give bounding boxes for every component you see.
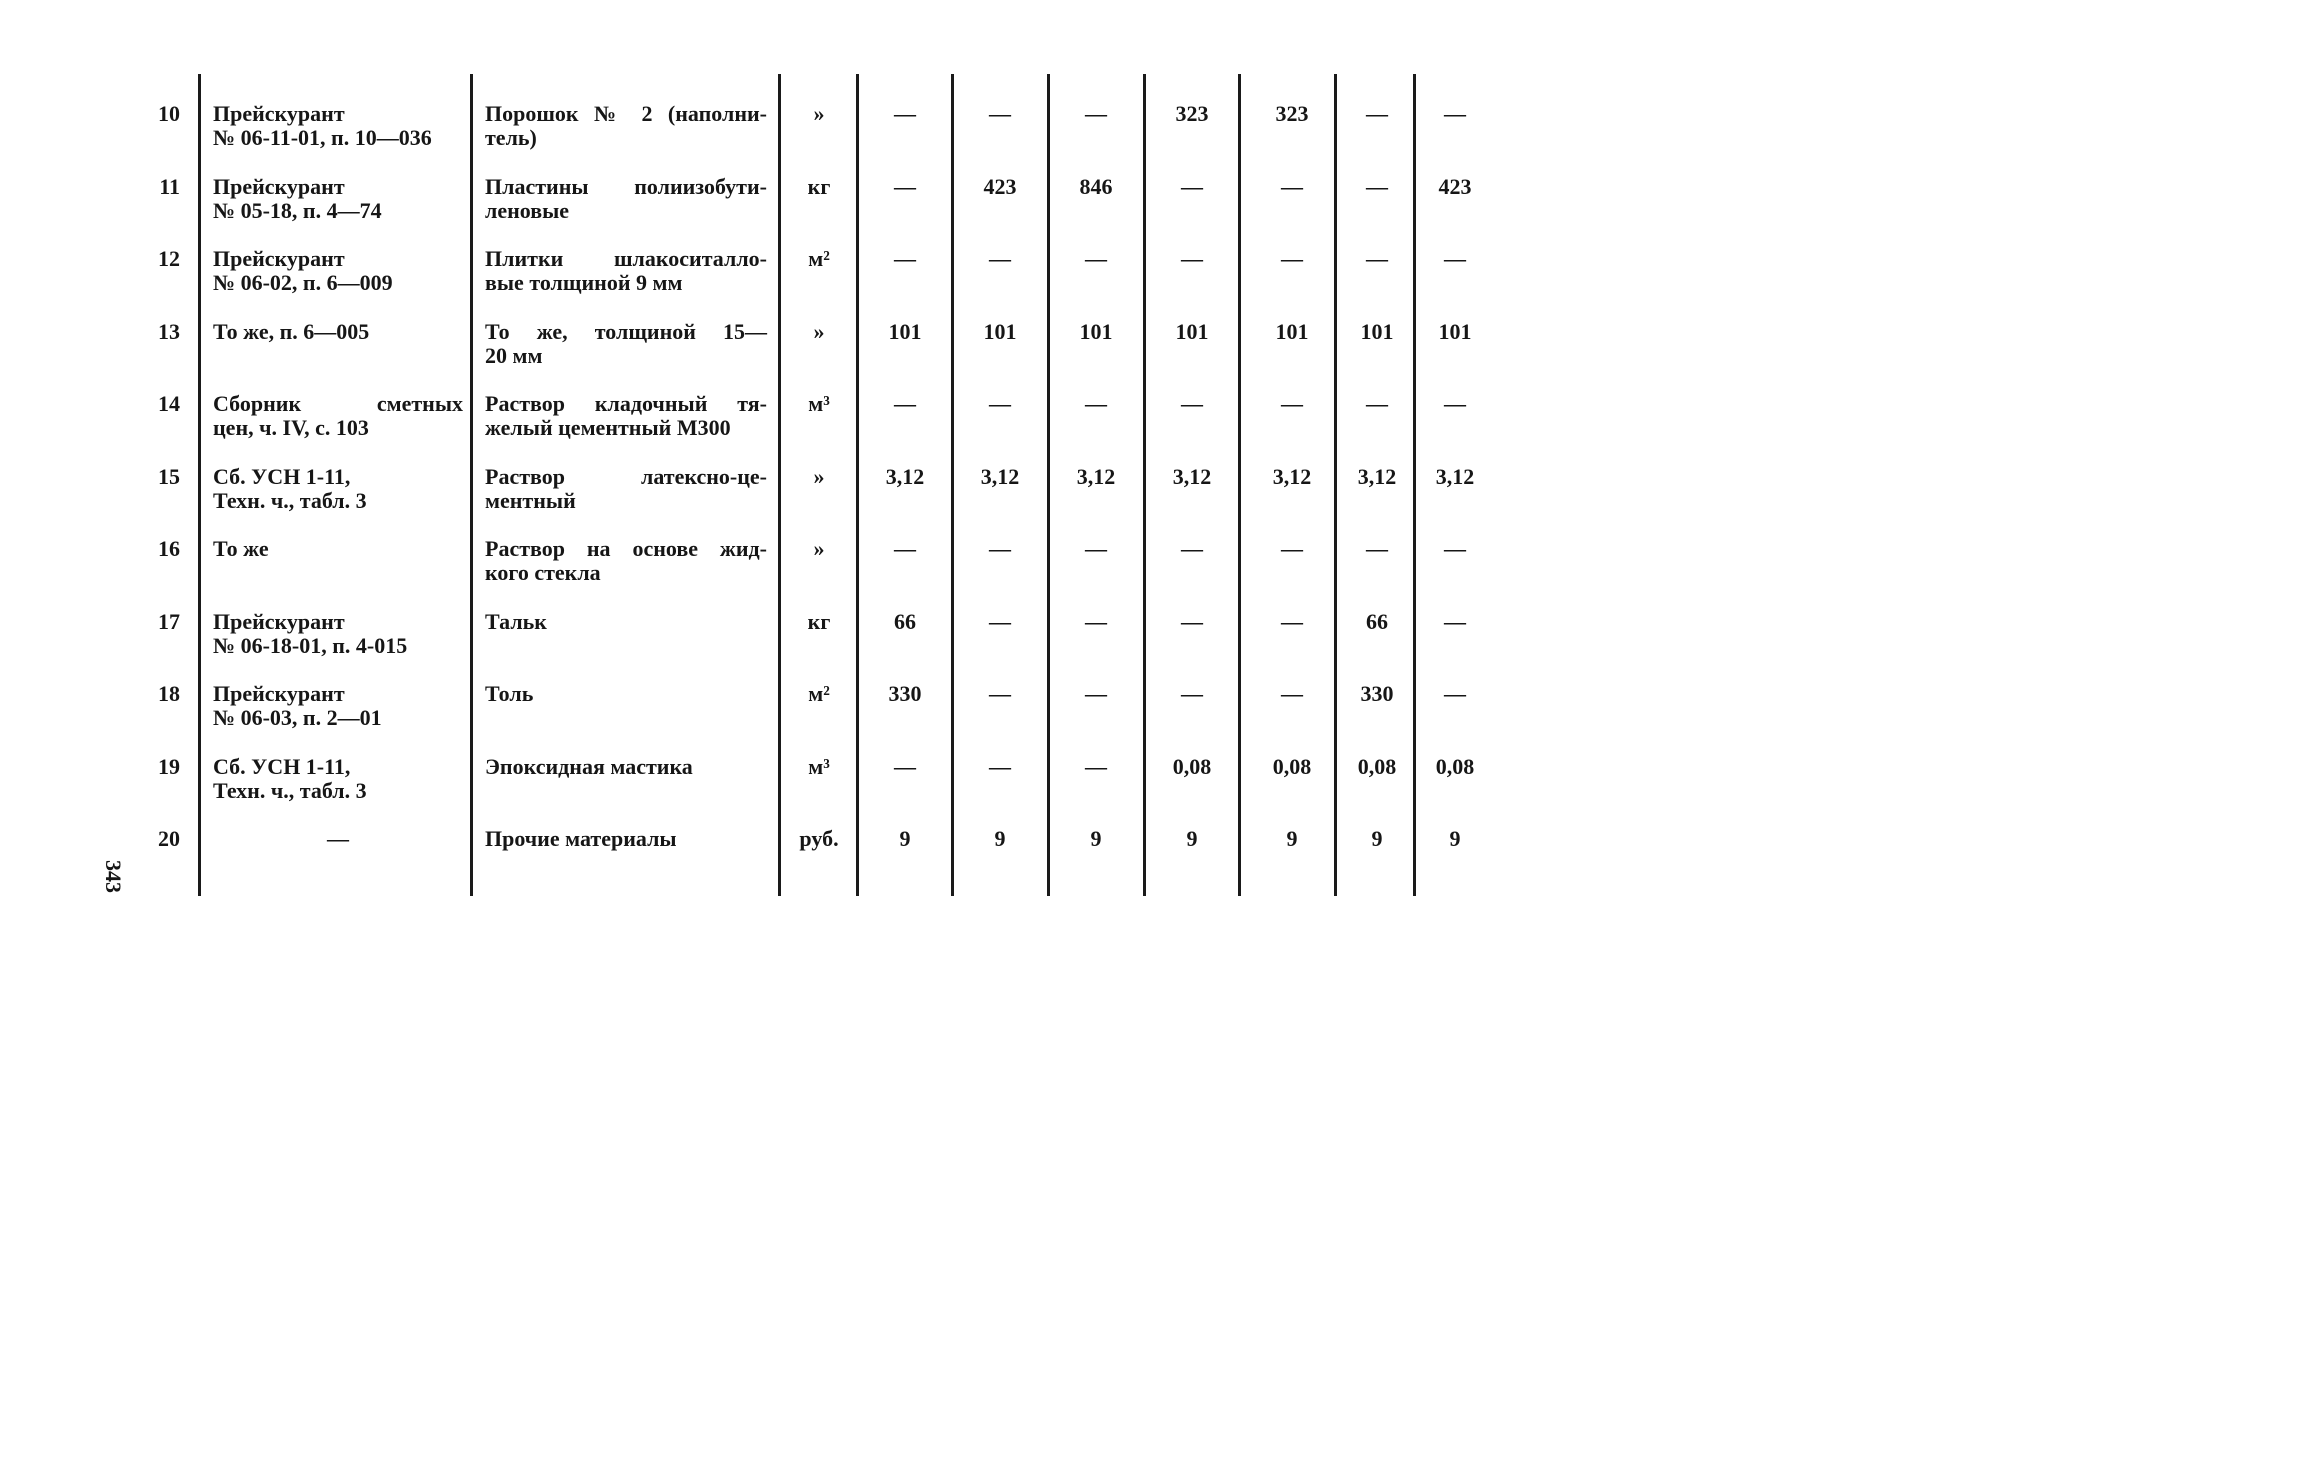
source-line: Прейскурант [213, 608, 345, 634]
value-cell: — [1444, 608, 1466, 634]
source-line: — [327, 826, 349, 851]
value-cell: — [1366, 173, 1388, 199]
value-cell: 3,12 [885, 463, 925, 489]
material-name-line: Плитки шлакоситалло- [485, 246, 767, 271]
material-name-line: леновые [485, 197, 570, 223]
source-line: № 06-11-01, п. 10—036 [213, 125, 432, 150]
table-row [0, 610, 1546, 682]
value-cell: 3,12 [1357, 463, 1397, 489]
material-name-line: ментный [485, 487, 576, 513]
unit-of-measure: м² [808, 246, 830, 271]
value-cell: — [894, 753, 916, 779]
row-number: 11 [159, 173, 180, 199]
material-name-line: Эпоксидная мастика [485, 753, 693, 779]
material-name-line: тель) [485, 125, 537, 150]
value-cell: — [1444, 391, 1466, 416]
value-cell: — [1085, 246, 1107, 271]
value-cell: 0,08 [1172, 753, 1212, 779]
page-number: 343 [101, 860, 126, 893]
material-name-line: Раствор латексно-це- [485, 463, 767, 489]
value-cell: 323 [1175, 101, 1209, 126]
value-cell: 9 [1186, 826, 1198, 851]
value-cell: — [1181, 681, 1203, 706]
value-cell: — [989, 681, 1011, 706]
table-row [0, 465, 1546, 537]
material-name-line: 20 мм [485, 342, 543, 368]
material-name [485, 537, 767, 585]
material-name-line: То же, толщиной 15— [485, 318, 767, 344]
material-name [485, 465, 767, 513]
material-name [485, 320, 767, 368]
unit-of-measure: м³ [808, 753, 830, 779]
value-cell: — [1085, 391, 1107, 416]
material-name-line: вые толщиной 9 мм [485, 270, 683, 295]
document-page [0, 0, 1546, 1002]
value-cell: — [1366, 391, 1388, 416]
value-cell: — [1181, 608, 1203, 634]
value-cell: 323 [1275, 101, 1309, 126]
source-line: Техн. ч., табл. 3 [213, 777, 367, 803]
material-name-line: Раствор кладочный тя- [485, 391, 767, 416]
value-cell: 0,08 [1272, 753, 1312, 779]
value-cell: — [1181, 246, 1203, 271]
value-cell: 330 [888, 681, 922, 706]
value-cell: 846 [1079, 173, 1113, 199]
unit-of-measure: кг [807, 173, 831, 199]
source-line: То же [213, 536, 269, 561]
source-line: Прейскурант [213, 173, 345, 199]
source-reference [213, 755, 463, 803]
value-cell: — [894, 173, 916, 199]
source-reference [213, 175, 463, 223]
source-line: цен, ч. IV, с. 103 [213, 415, 369, 440]
value-cell: — [1181, 536, 1203, 561]
value-cell: 3,12 [980, 463, 1020, 489]
table-row [0, 392, 1546, 464]
value-cell: — [989, 246, 1011, 271]
table-row [0, 102, 1546, 174]
value-cell: — [1366, 536, 1388, 561]
table-row [0, 827, 1546, 899]
material-name-line: Раствор на основе жид- [485, 536, 767, 561]
value-cell: — [894, 101, 916, 126]
unit-of-measure: м² [808, 681, 830, 706]
value-cell: 3,12 [1435, 463, 1475, 489]
value-cell: — [894, 536, 916, 561]
value-cell: — [1281, 608, 1303, 634]
value-cell: — [894, 391, 916, 416]
source-reference [213, 827, 458, 851]
value-cell: 101 [1275, 318, 1309, 344]
unit-of-measure: » [813, 536, 825, 561]
source-reference [213, 247, 463, 295]
value-cell: — [989, 753, 1011, 779]
material-name-line: кого стекла [485, 560, 601, 585]
value-cell: 66 [894, 608, 916, 634]
material-name-line: Порошок № 2 (наполни- [485, 101, 767, 126]
value-cell: — [1085, 681, 1107, 706]
material-name-line: Толь [485, 681, 534, 706]
value-cell: — [1281, 246, 1303, 271]
source-line: То же, п. 6—005 [213, 318, 370, 344]
material-name [485, 827, 767, 851]
value-cell: 330 [1360, 681, 1394, 706]
value-cell: — [989, 608, 1011, 634]
value-cell: — [1366, 101, 1388, 126]
value-cell: — [1281, 536, 1303, 561]
row-number: 18 [158, 681, 180, 706]
table-row [0, 320, 1546, 392]
value-cell: — [1181, 173, 1203, 199]
material-name [485, 392, 767, 440]
source-line: № 06-03, п. 2—01 [213, 705, 382, 730]
material-name [485, 247, 767, 295]
value-cell: 101 [983, 318, 1017, 344]
row-number: 20 [158, 826, 180, 851]
unit-of-measure: м³ [808, 391, 830, 416]
value-cell: — [1085, 753, 1107, 779]
table-row [0, 175, 1546, 247]
source-line: № 05-18, п. 4—74 [213, 197, 382, 223]
row-number: 12 [158, 246, 180, 271]
source-reference [213, 320, 463, 344]
unit-of-measure: » [813, 318, 825, 344]
table-row [0, 247, 1546, 319]
value-cell: 3,12 [1076, 463, 1116, 489]
material-name [485, 755, 767, 779]
value-cell: 101 [1360, 318, 1394, 344]
value-cell: — [1085, 536, 1107, 561]
source-reference [213, 392, 463, 440]
value-cell: 9 [899, 826, 911, 851]
value-cell: 101 [1079, 318, 1113, 344]
value-cell: 0,08 [1357, 753, 1397, 779]
value-cell: 423 [983, 173, 1017, 199]
row-number: 15 [158, 463, 180, 489]
value-cell: 101 [888, 318, 922, 344]
source-line: Сб. УСН 1-11, [213, 463, 351, 489]
value-cell: 9 [1090, 826, 1102, 851]
value-cell: 3,12 [1172, 463, 1212, 489]
value-cell: 9 [1449, 826, 1461, 851]
row-number: 14 [158, 391, 180, 416]
row-number: 13 [158, 318, 180, 344]
source-reference [213, 537, 463, 561]
material-name [485, 610, 767, 634]
value-cell: — [1444, 246, 1466, 271]
value-cell: 423 [1438, 173, 1472, 199]
source-line: Прейскурант [213, 246, 345, 271]
value-cell: — [1444, 681, 1466, 706]
value-cell: 66 [1366, 608, 1388, 634]
material-name [485, 175, 767, 223]
material-name [485, 102, 767, 150]
source-reference [213, 102, 463, 150]
value-cell: 0,08 [1435, 753, 1475, 779]
value-cell: — [1281, 173, 1303, 199]
unit-of-measure: кг [807, 608, 831, 634]
table-row [0, 537, 1546, 609]
material-name-line: Пластины полиизобути- [485, 173, 767, 199]
value-cell: — [1085, 101, 1107, 126]
source-reference [213, 465, 463, 513]
source-line: Сборник сметных [213, 391, 463, 416]
value-cell: — [1366, 246, 1388, 271]
source-line: № 06-18-01, п. 4-015 [213, 632, 408, 658]
source-line: № 06-02, п. 6—009 [213, 270, 393, 295]
value-cell: — [1281, 391, 1303, 416]
value-cell: 3,12 [1272, 463, 1312, 489]
row-number: 16 [158, 536, 180, 561]
value-cell: — [989, 391, 1011, 416]
value-cell: — [1181, 391, 1203, 416]
row-number: 10 [158, 101, 180, 126]
value-cell: 101 [1438, 318, 1472, 344]
value-cell: 9 [1371, 826, 1383, 851]
source-reference [213, 610, 463, 658]
value-cell: — [1444, 101, 1466, 126]
source-line: Техн. ч., табл. 3 [213, 487, 367, 513]
source-line: Прейскурант [213, 681, 345, 706]
unit-of-measure: » [813, 101, 825, 126]
value-cell: — [989, 101, 1011, 126]
value-cell: — [894, 246, 916, 271]
value-cell: — [989, 536, 1011, 561]
material-name [485, 682, 767, 706]
row-number: 19 [158, 753, 180, 779]
source-line: Прейскурант [213, 101, 345, 126]
material-name-line: желый цементный М300 [485, 415, 731, 440]
source-line: Сб. УСН 1-11, [213, 753, 351, 779]
table-row [0, 755, 1546, 827]
unit-of-measure: » [813, 463, 825, 489]
table-row [0, 682, 1546, 754]
material-name-line: Прочие материалы [485, 826, 677, 851]
value-cell: — [1085, 608, 1107, 634]
row-number: 17 [158, 608, 180, 634]
value-cell: 101 [1175, 318, 1209, 344]
value-cell: — [1444, 536, 1466, 561]
source-reference [213, 682, 463, 730]
value-cell: — [1281, 681, 1303, 706]
value-cell: 9 [994, 826, 1006, 851]
unit-of-measure: руб. [799, 826, 839, 851]
material-name-line: Тальк [485, 608, 547, 634]
value-cell: 9 [1286, 826, 1298, 851]
